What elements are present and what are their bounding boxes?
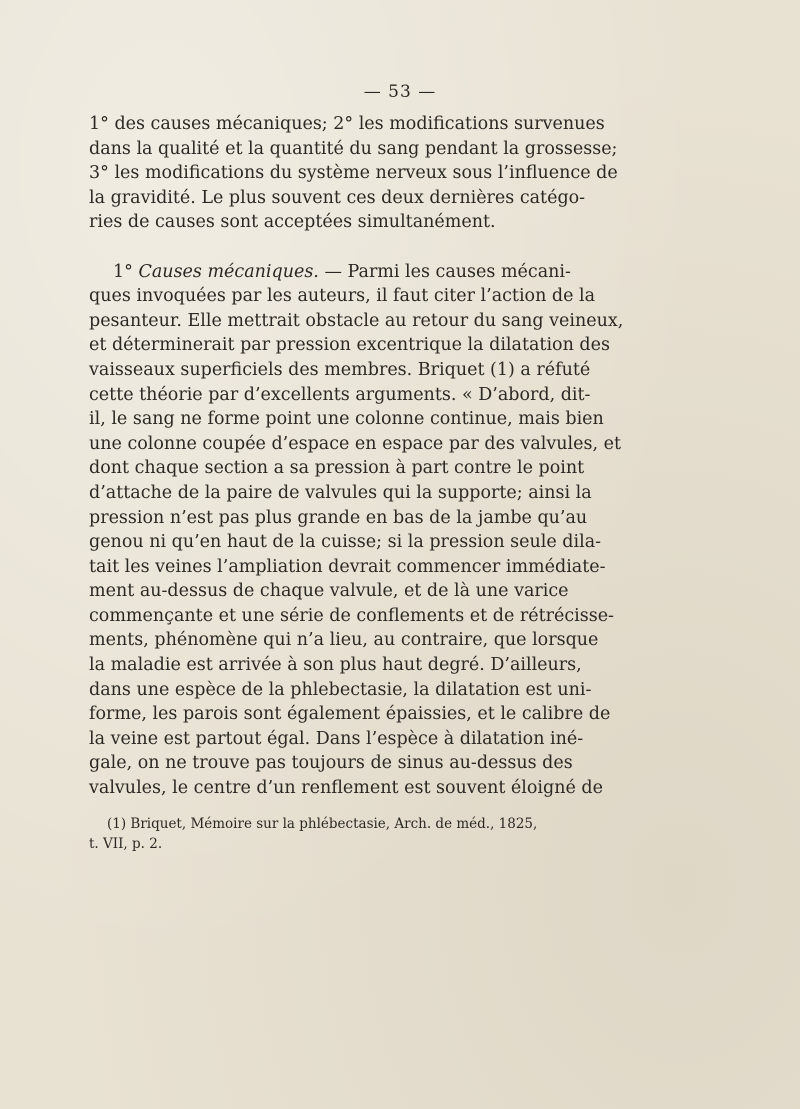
text-line: une colonne coupée d’espace en espace par des valvules, et bbox=[89, 433, 622, 454]
text-line: il, le sang ne forme point une colonne continue, mais bien bbox=[89, 409, 604, 430]
main-text bbox=[89, 112, 624, 801]
text-line: valvules, le centre d’un renflement est souvent éloigné de bbox=[89, 778, 603, 799]
text-line: pression n’est pas plus grande en bas de la jambe qu’au bbox=[89, 507, 588, 528]
text-line: ment au-dessus de chaque valvule, et de là une varice bbox=[89, 581, 569, 602]
text-line: gale, on ne trouve pas toujours de sinus au-dessus des bbox=[89, 753, 573, 774]
section-number: 1° bbox=[113, 261, 133, 282]
text-line: genou ni qu’en haut de la cuisse; si la pression seule dila- bbox=[89, 532, 602, 553]
text-line: d’attache de la paire de valvules qui la supporte; ainsi la bbox=[89, 482, 592, 503]
text-line: la gravidité. Le plus souvent ces deux dernières catégo- bbox=[89, 187, 586, 208]
text-line: dans une espèce de la phlebectasie, la dilatation est uni- bbox=[89, 679, 592, 700]
text-line: dont chaque section a sa pression à part contre le point bbox=[89, 458, 585, 479]
footnote-line: t. VII, p. 2. bbox=[89, 836, 163, 852]
section-title: Causes mécaniques. bbox=[138, 261, 319, 282]
text-line: dans la qualité et la quantité du sang pendant la grossesse; bbox=[89, 138, 618, 159]
page-number: — 53 — bbox=[363, 82, 437, 102]
footnote-line: (1) Briquet, Mémoire sur la phlébectasie, Arch. de méd., 1825, bbox=[107, 816, 538, 832]
text-line: tait les veines l’ampliation devrait commencer immédiate- bbox=[89, 556, 606, 577]
text-line: cette théorie par d’excellents arguments. « D’abord, dit- bbox=[89, 384, 591, 405]
text-line: forme, les parois sont également épaissies, et le calibre de bbox=[89, 704, 611, 725]
section-first-line: — Parmi les causes mécani- bbox=[324, 261, 571, 282]
text-line: 1° des causes mécaniques; 2° les modifications survenues bbox=[89, 114, 605, 134]
text-line: vaisseaux superficiels des membres. Briquet (1) a réfuté bbox=[89, 359, 591, 380]
text-line: et déterminerait par pression excentrique la dilatation des bbox=[89, 335, 610, 356]
text-line: commençante et une série de conflements et de rétrécisse- bbox=[89, 605, 614, 626]
text-line: pesanteur. Elle mettrait obstacle au retour du sang veineux, bbox=[89, 310, 624, 331]
text-line: 3° les modifications du système nerveux sous l’influence de bbox=[89, 163, 618, 184]
text-line: ries de causes sont acceptées simultanément. bbox=[89, 212, 496, 233]
text-line: ments, phénomène qui n’a lieu, au contraire, que lorsque bbox=[89, 630, 599, 651]
footnote bbox=[89, 814, 538, 854]
section-heading-line bbox=[89, 260, 571, 285]
text-line: la maladie est arrivée à son plus haut degré. D’ailleurs, bbox=[89, 655, 582, 676]
paragraph-gap bbox=[89, 235, 530, 260]
text-line: la veine est partout égal. Dans l’espèce à dilatation iné- bbox=[89, 728, 584, 749]
text-line: ques invoquées par les auteurs, il faut citer l’action de la bbox=[89, 286, 596, 307]
